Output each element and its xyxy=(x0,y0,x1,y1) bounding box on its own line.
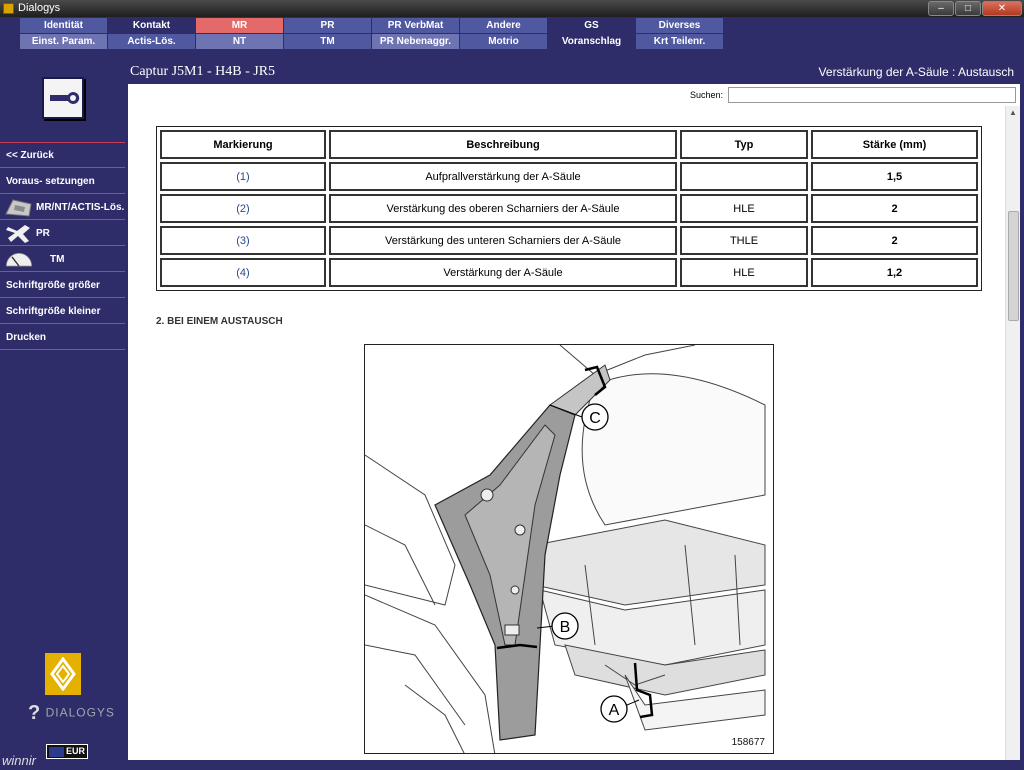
col-header: Markierung xyxy=(160,130,326,159)
col-header: Stärke (mm) xyxy=(811,130,978,159)
eu-flag-icon xyxy=(49,747,64,757)
col-header: Typ xyxy=(680,130,808,159)
tab-pr[interactable]: PR xyxy=(284,18,371,33)
tab-identitaet[interactable]: Identität xyxy=(20,18,107,33)
cell-description: Verstärkung der A-Säule xyxy=(329,258,677,287)
tab-krt-teilenr[interactable]: Krt Teilenr. xyxy=(636,34,723,49)
tab-kontakt[interactable]: Kontakt xyxy=(108,18,195,33)
tab-mr[interactable]: MR xyxy=(196,18,283,33)
scroll-up-icon[interactable]: ▲ xyxy=(1009,108,1017,117)
cell-type xyxy=(680,162,808,191)
scroll-thumb[interactable] xyxy=(1008,211,1019,321)
tab-pr-verbmat[interactable]: PR VerbMat xyxy=(372,18,459,33)
sidebar-item-label: PR xyxy=(36,228,50,239)
top-tabbar xyxy=(0,17,1024,50)
cell-thickness: 1,2 xyxy=(811,258,978,287)
close-button[interactable]: ✕ xyxy=(982,1,1022,16)
tab-tm[interactable]: TM xyxy=(284,34,371,49)
callout-c xyxy=(582,404,608,430)
table-header-row xyxy=(160,130,978,159)
callout-label: C xyxy=(589,410,601,427)
cell-description: Verstärkung des oberen Scharniers der A-Säule xyxy=(329,194,677,223)
cell-type: HLE xyxy=(680,194,808,223)
tab-diverses[interactable]: Diverses xyxy=(636,18,723,33)
vertical-scrollbar[interactable] xyxy=(1005,106,1020,760)
tab-pr-nebenaggr[interactable]: PR Nebenaggr. xyxy=(372,34,459,49)
col-header: Beschreibung xyxy=(329,130,677,159)
cell-type: HLE xyxy=(680,258,808,287)
cell-mark[interactable]: (3) xyxy=(160,226,326,255)
sidebar-item-label: Schriftgröße größer xyxy=(6,280,100,291)
technical-illustration xyxy=(364,344,774,754)
cell-description: Aufprallverstärkung der A-Säule xyxy=(329,162,677,191)
callout-label: B xyxy=(559,619,571,636)
tab-voranschlag[interactable]: Voranschlag xyxy=(548,34,635,49)
wrench-icon xyxy=(42,77,84,119)
dialogys-logo xyxy=(28,702,115,725)
document-pane xyxy=(128,84,1020,760)
reinforcement-table xyxy=(156,126,982,291)
cell-mark[interactable]: (1) xyxy=(160,162,326,191)
sidebar-item-back[interactable] xyxy=(0,142,125,168)
sidebar-item-label: Drucken xyxy=(6,332,47,343)
search-input[interactable] xyxy=(728,87,1016,103)
table-row xyxy=(160,194,978,223)
tab-row-2 xyxy=(20,34,724,49)
renault-logo xyxy=(45,653,81,695)
tab-row-1 xyxy=(20,18,724,33)
sidebar-item-prerequisites[interactable] xyxy=(0,168,125,194)
currency-badge[interactable] xyxy=(46,744,88,759)
sidebar-item-pr[interactable] xyxy=(0,220,125,246)
sidebar-item-font-smaller[interactable] xyxy=(0,298,125,324)
sidebar-item-tm[interactable] xyxy=(0,246,125,272)
search-label: Suchen: xyxy=(689,90,723,100)
window-titlebar xyxy=(0,0,1024,17)
sidebar xyxy=(0,50,128,770)
cell-type: THLE xyxy=(680,226,808,255)
window-title: Dialogys xyxy=(18,2,61,14)
app-icon xyxy=(3,3,14,14)
question-icon: ? xyxy=(28,702,42,724)
document-title: Verstärkung der A-Säule : Austausch xyxy=(818,65,1014,79)
table-row xyxy=(160,226,978,255)
sidebar-item-print[interactable] xyxy=(0,324,125,350)
tab-nt[interactable]: NT xyxy=(196,34,283,49)
a-pillar-drawing xyxy=(365,345,774,754)
section-title: 2. BEI EINEM AUSTAUSCH xyxy=(156,316,283,327)
callout-a xyxy=(601,696,627,722)
window-controls xyxy=(928,1,1022,16)
sidebar-item-label: Voraus- setzungen xyxy=(6,176,95,187)
cell-mark[interactable]: (4) xyxy=(160,258,326,287)
cell-description: Verstärkung des unteren Scharniers der A-Säule xyxy=(329,226,677,255)
sidebar-item-font-bigger[interactable] xyxy=(0,272,125,298)
wrench-tools-icon xyxy=(5,222,33,244)
tab-motrio[interactable]: Motrio xyxy=(460,34,547,49)
vehicle-title: Captur J5M1 - H4B - JR5 xyxy=(130,64,276,79)
table-row xyxy=(160,162,978,191)
currency-label: EUR xyxy=(66,746,86,756)
tab-andere[interactable]: Andere xyxy=(460,18,547,33)
table-row xyxy=(160,258,978,287)
watermark: winnir xyxy=(2,753,36,768)
body-panel-icon xyxy=(5,196,33,218)
tab-einst-param[interactable]: Einst. Param. xyxy=(20,34,107,49)
cell-mark[interactable]: (2) xyxy=(160,194,326,223)
tab-gs[interactable]: GS xyxy=(548,18,635,33)
gauge-icon xyxy=(5,248,33,270)
sidebar-item-label: << Zurück xyxy=(6,150,54,161)
cell-thickness: 2 xyxy=(811,194,978,223)
minimize-button[interactable]: – xyxy=(928,1,954,16)
sidebar-item-label: TM xyxy=(50,254,65,265)
callout-b xyxy=(552,613,578,639)
sidebar-item-mr-nt-actis[interactable] xyxy=(0,194,125,220)
figure-number: 158677 xyxy=(731,737,765,748)
cell-thickness: 2 xyxy=(811,226,978,255)
callout-label: A xyxy=(608,702,620,719)
sidebar-item-label: Schriftgröße kleiner xyxy=(6,306,101,317)
dialogys-brand: DIALOGYS xyxy=(45,705,115,720)
sidebar-item-label: MR/NT/ACTIS-Lös. xyxy=(36,202,125,213)
tab-actis-loes[interactable]: Actis-Lös. xyxy=(108,34,195,49)
cell-thickness: 1,5 xyxy=(811,162,978,191)
maximize-button[interactable]: □ xyxy=(955,1,981,16)
